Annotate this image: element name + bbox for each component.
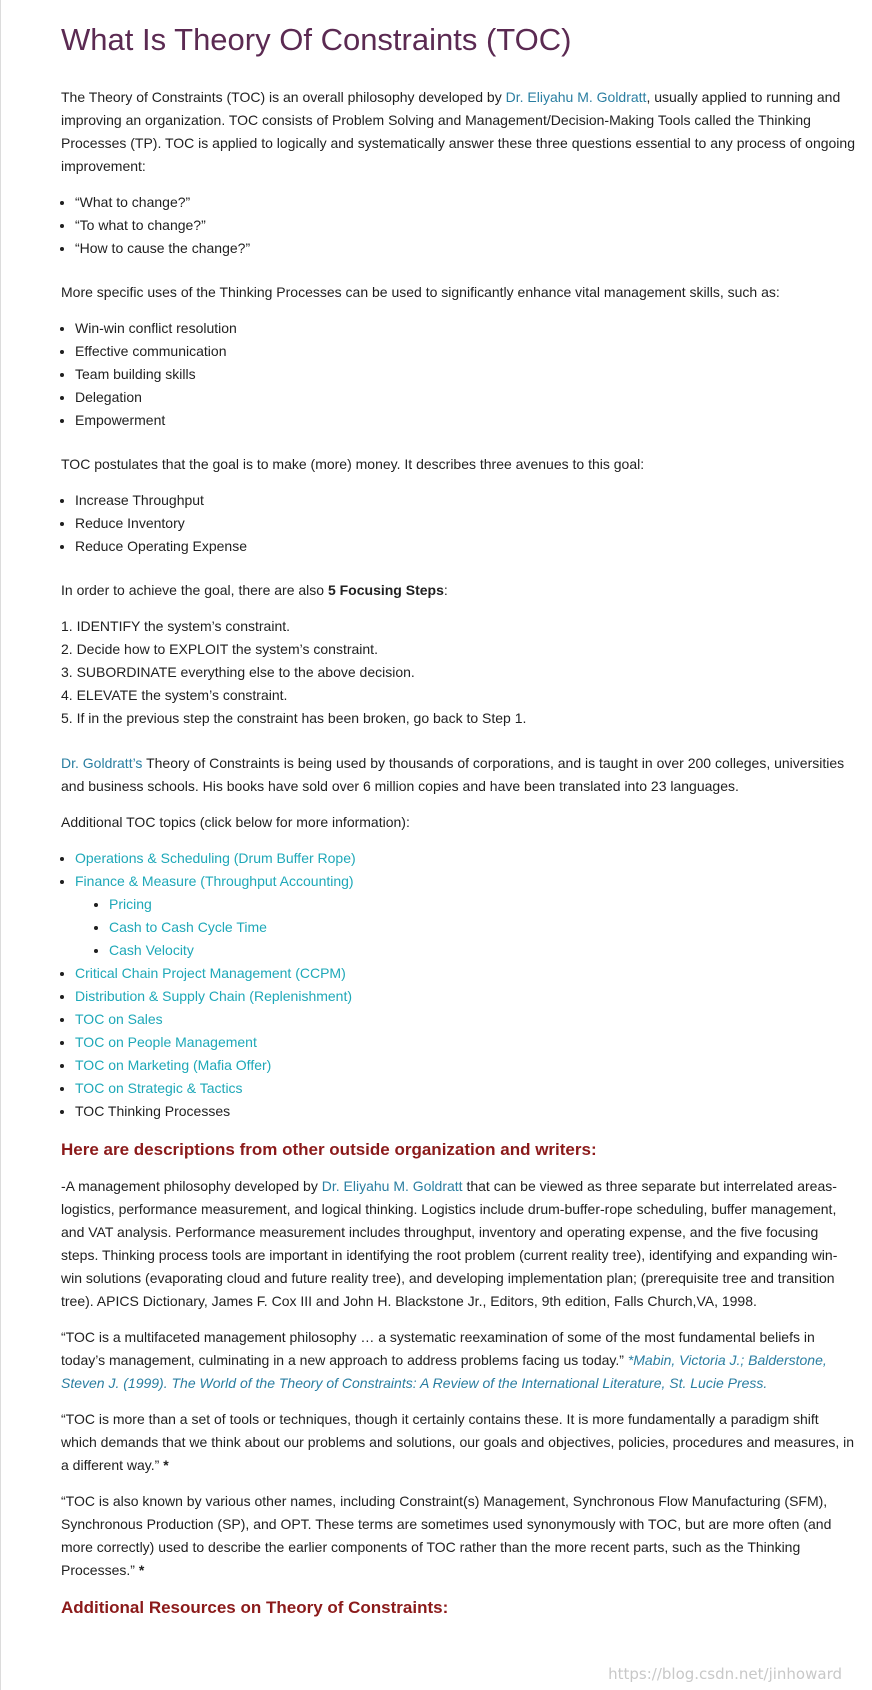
quote-1-citation: *Mabin, Victoria J.; Balderstone, Steven J. (1999). The World of the Theory of Constraints: A Review of the International Literature, St. Lucie Press.	[61, 1352, 827, 1391]
usage-text: Theory of Constraints is being used by thousands of corporations, and is taught in over 200 colleges, universities and business schools. His books have sold over 6 million copies and have been translated into 23 languages.	[61, 755, 845, 794]
topic-item	[75, 1031, 856, 1054]
goldratt-link[interactable]: Dr. Eliyahu M. Goldratt	[505, 89, 647, 105]
list-item: • Increase Throughput	[75, 489, 856, 512]
topic-link-operations[interactable]: Operations & Scheduling (Drum Buffer Rope)	[75, 850, 356, 866]
quote-1-text: “TOC is a multifaceted management philosophy … a systematic reexamination of some of the most fundamental beliefs in today’s management, culminating in a new approach to address problems facing us today.”	[61, 1329, 815, 1368]
quote-3-text: “TOC is also known by various other names, including Constraint(s) Management, Synchronous Flow Manufacturing (SFM), Synchronous Production (SP), and OPT. These terms are sometimes used synonymously with TOC, but are more often (and more correctly) used to describe the earlier components of TOC rather than the more recent parts, such as the Thinking Processes.”	[61, 1493, 832, 1578]
list-item: • “What to change?”	[75, 191, 856, 214]
apics-text-after: that can be viewed as three separate but interrelated areas-logistics, performance measurement, and logical thinking. Logistics include drum-buffer-rope scheduling, buffer management, and VAT analysis. Performance measurement includes throughput, inventory and operating expense, and the five focusing steps. Thinking process tools are important in identifying the root problem (current reality tree), identifying and expanding win-win solutions (evaporating cloud and future reality tree), and developing implementation plan; (prerequisite tree and transition tree). APICS Dictionary, James F. Cox III and John H. Blackstone Jr., Editors, 9th edition, Falls Church,VA, 1998.	[61, 1178, 838, 1309]
topic-link-sales[interactable]: TOC on Sales	[75, 1011, 163, 1027]
topic-link-strategic[interactable]: TOC on Strategic & Tactics	[75, 1080, 243, 1096]
topic-link-people[interactable]: TOC on People Management	[75, 1034, 257, 1050]
focusing-colon: :	[443, 582, 448, 598]
step-item: 1. IDENTIFY the system’s constraint.	[61, 618, 291, 634]
finance-sublist	[75, 893, 856, 962]
topic-subitem	[109, 893, 856, 916]
topic-link-ccpm[interactable]: Critical Chain Project Management (CCPM)	[75, 965, 346, 981]
apics-text-before: -A management philosophy developed by	[61, 1178, 322, 1194]
list-item: • “To what to change?”	[75, 214, 856, 237]
topic-item	[75, 870, 856, 962]
step-item: 4. ELEVATE the system’s constraint.	[61, 687, 288, 703]
goldratt-usage-link[interactable]: Dr. Goldratt’s	[61, 755, 143, 771]
intro-text-before: The Theory of Constraints (TOC) is an overall philosophy developed by	[61, 89, 506, 105]
list-item: • “How to cause the change?”	[75, 237, 856, 260]
topic-item: • TOC Thinking Processes	[75, 1100, 856, 1123]
usage-paragraph	[61, 752, 856, 798]
list-item: • Empowerment	[75, 409, 856, 432]
step-item: 5. If in the previous step the constraint has been broken, go back to Step 1.	[61, 710, 527, 726]
skills-intro: More specific uses of the Thinking Processes can be used to significantly enhance vital management skills, such as:	[61, 284, 780, 300]
topic-item	[75, 1008, 856, 1031]
list-item: • Team building skills	[75, 363, 856, 386]
topic-item	[75, 962, 856, 985]
intro-paragraph	[61, 86, 856, 178]
topics-list	[61, 847, 856, 1123]
list-item: • Reduce Inventory	[75, 512, 856, 535]
page-title: What Is Theory Of Constraints (TOC)	[61, 22, 572, 57]
quote-2-star: *	[163, 1457, 169, 1473]
avenues-list	[61, 489, 856, 558]
topic-link-finance[interactable]: Finance & Measure (Throughput Accounting)	[75, 873, 354, 889]
topic-item	[75, 1054, 856, 1077]
quote-1	[61, 1326, 856, 1395]
step-item: 2. Decide how to EXPLOIT the system’s constraint.	[61, 641, 378, 657]
quote-2-text: “TOC is more than a set of tools or techniques, though it certainly contains these. It is more fundamentally a paradigm shift which demands that we think about our problems and solutions, our goals and objectives, policies, procedures and measures, in a different way.”	[61, 1411, 855, 1473]
skills-list	[61, 317, 856, 432]
topic-link-distribution[interactable]: Distribution & Supply Chain (Replenishment)	[75, 988, 353, 1004]
topic-subitem	[109, 939, 856, 962]
watermark: https://blog.csdn.net/jinhoward	[608, 1665, 842, 1683]
questions-list	[61, 191, 856, 260]
topic-item	[75, 847, 856, 870]
goldratt-apics-link[interactable]: Dr. Eliyahu M. Goldratt	[321, 1178, 463, 1194]
list-item: • Reduce Operating Expense	[75, 535, 856, 558]
goal-intro: TOC postulates that the goal is to make (more) money. It describes three avenues to this goal:	[61, 456, 645, 472]
quote-2	[61, 1408, 856, 1477]
intro-text-after: , usually applied to running and improving an organization. TOC consists of Problem Solving and Management/Decision-Making Tools called the Thinking Processes (TP). TOC is applied to logically and systematically answer these three questions essential to any process of ongoing improvement:	[61, 89, 855, 174]
topic-link-cash-velocity[interactable]: Cash Velocity	[109, 942, 194, 958]
topic-link-marketing[interactable]: TOC on Marketing (Mafia Offer)	[75, 1057, 272, 1073]
focusing-steps-label: 5 Focusing Steps	[327, 582, 444, 598]
outside-descriptions-heading: Here are descriptions from other outside organization and writers:	[61, 1140, 597, 1159]
focusing-intro	[61, 579, 856, 602]
topics-intro: Additional TOC topics (click below for more information):	[61, 814, 410, 830]
quote-3-star: *	[138, 1562, 145, 1578]
focusing-text: In order to achieve the goal, there are also	[61, 582, 328, 598]
focusing-steps	[61, 615, 856, 730]
article-content	[61, 14, 856, 1633]
quote-3	[61, 1490, 856, 1582]
topic-link-cash-cycle[interactable]: Cash to Cash Cycle Time	[109, 919, 267, 935]
list-item: • Win-win conflict resolution	[75, 317, 856, 340]
topic-subitem	[109, 916, 856, 939]
list-item: • Effective communication	[75, 340, 856, 363]
list-item: • Delegation	[75, 386, 856, 409]
step-item: 3. SUBORDINATE everything else to the above decision.	[61, 664, 415, 680]
topic-item	[75, 1077, 856, 1100]
apics-paragraph	[61, 1175, 856, 1313]
topic-item	[75, 985, 856, 1008]
topic-link-pricing[interactable]: Pricing	[109, 896, 152, 912]
additional-resources-heading: Additional Resources on Theory of Constraints:	[61, 1598, 449, 1617]
